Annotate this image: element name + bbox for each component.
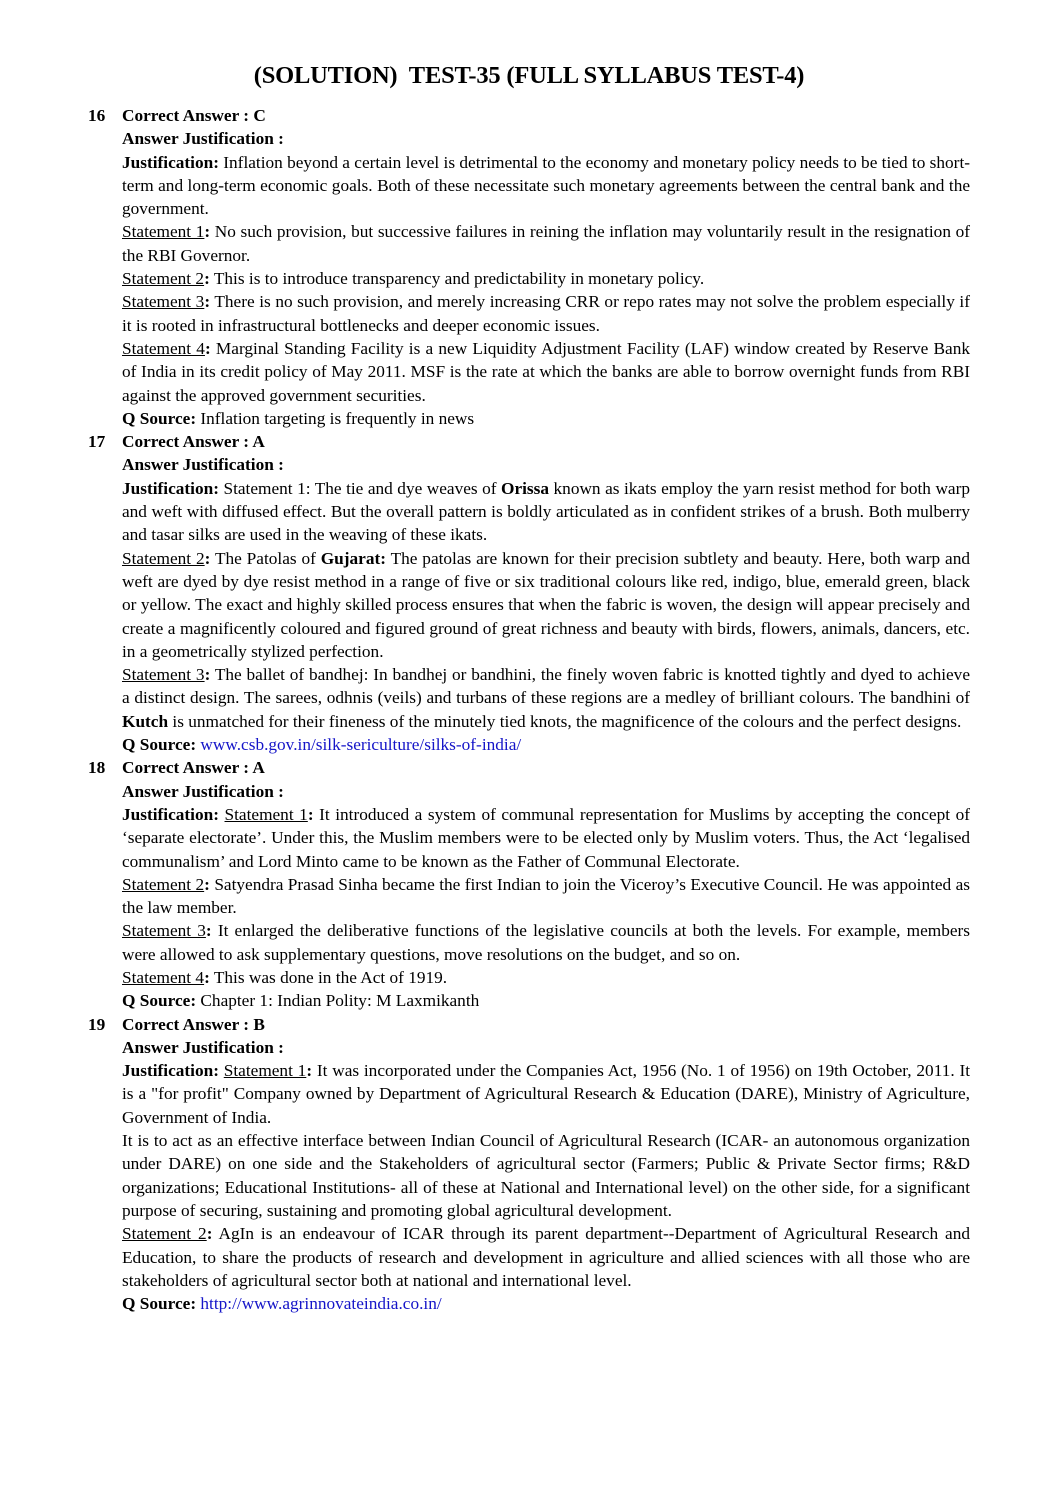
justification-label: Justification: [122,804,219,824]
correct-answer-line [88,1013,970,1036]
statement-2: Statement 2: The Patolas of Gujarat: The patolas are known for their precision subtlety and beauty. Here, both warp and weft are dyed by dye resist method in a range of five or six traditional colours like red, indigo, blue, emerald green, black or yellow. The exact and highly skilled process ensures that when the fabric is woven, the design will appear precisely and create a magnificently coloured and figured ground of great richness and beauty with birds, flowers, animals, dancers, etc. in a geometrically stylized perfection. [122,548,970,661]
statement-label: Statement 3 [122,292,205,312]
page-title: (SOLUTION) TEST-35 (FULL SYLLABUS TEST-4) [253,62,805,89]
justification-paragraph [122,151,970,221]
question-16 [88,104,970,430]
q-source-link[interactable]: http://www.agrinnovateindia.co.in/ [200,1294,442,1314]
question-number: 19 [88,1014,106,1034]
statement-text: is unmatched for their fineness of the minutely tied knots, the magnificence of the colours and the perfect designs. [168,711,962,731]
statement-label: Statement 1 [224,804,308,824]
statement-text: Satyendra Prasad Sinha became the first Indian to join the Viceroy’s Executive Council. He was appointed as the law member. [122,874,970,918]
q-source-link[interactable]: www.csb.gov.in/silk-sericulture/silks-of-india/ [200,735,522,755]
q-source-label: Q Source: [122,991,197,1011]
statement-4: Statement 4: This was done in the Act of 1919. [122,967,448,987]
q-source [122,1292,970,1315]
correct-answer-label: Correct Answer : [122,1014,254,1034]
question-18 [88,756,970,1012]
question-number: 16 [88,106,106,125]
justification-text: Statement 1: The tie and dye weaves of [218,478,502,498]
q-source [122,733,970,756]
justification-label: Justification: [122,152,219,172]
statement-label: Statement 4 [122,338,205,358]
statement-text: The patolas are known for their precision subtlety and beauty. Here, both warp and weft are dyed by dye resist method in a range of five or six traditional colours like red, indigo, blue, emerald green, black or yellow. The exact and highly skilled process ensures that when the fabric is woven, the design will appear precisely and create a magnificently coloured and figured ground of great richness and beauty with birds, flowers, animals, dancers, etc. in a geometrically stylized perfection. [122,548,970,661]
statement-2: Statement 2: Satyendra Prasad Sinha became the first Indian to join the Viceroy’s Executive Council. He was appointed as the law member. [122,874,970,918]
region-gujarat: Gujarat: [320,548,387,568]
statement-3: Statement 3: It enlarged the deliberative functions of the legislative councils at both the levels. For example, members were allowed to ask supplementary questions, move resolutions on the budget, and so on. [122,921,970,964]
statement-label: Statement 1 [122,222,205,242]
statement-2: Statement 2: AgIn is an endeavour of ICAR through its parent department--Department of Agricultural Research and Education, to share the products of research and development in agriculture and allied sciences with all those who are stakeholders of agricultural sector both at national and international level. [122,1224,970,1290]
justification-text: known as ikats employ the yarn resist method for both warp and weft with diffused effect. But the overall pattern is boldly articulated as in confident strikes of a brush. Both mulberry and tasar silks are used in the weaving of these ikats. [122,478,970,545]
correct-answer-value: C [253,106,266,125]
region-kutch: Kutch [122,711,169,731]
justification-paragraph [122,477,970,547]
statement-text: It enlarged the deliberative functions of the legislative councils at both the levels. For example, members were allowed to ask supplementary questions, move resolutions on the budget, and so on. [122,921,970,964]
justification-paragraph: Justification: Statement 1: It was incorporated under the Companies Act, 1956 (No. 1 of 1956) on 19th October, 2011. It is a "for profit" Company owned by Department of Agricultural Research & Education (DARE), Ministry of Agriculture, Government of India. [122,1061,970,1127]
answer-justification-heading: Answer Justification : [122,781,284,801]
answer-justification-heading: Answer Justification : [122,1037,284,1057]
correct-answer-value: A [252,758,265,778]
statement-label: Statement 2 [122,874,205,894]
document-body [88,104,970,1315]
statement-label: Statement 4 [122,967,205,987]
statement-text: This was done in the Act of 1919. [209,967,448,987]
q-source [122,989,970,1012]
correct-answer-label: Correct Answer : [122,758,253,778]
justification-label: Justification: [122,478,219,498]
question-number: 17 [88,432,106,452]
q-source-text: Inflation targeting is frequently in news [196,408,475,428]
statement-text: The ballet of bandhej: In bandhej or bandhini, the finely woven fabric is knotted tightly and dyed to achieve a distinct design. The sarees, odhnis (veils) and turbans of these regions are a medley of brilliant colours. The bandhini of [122,665,970,708]
statement-label: Statement 2 [122,1224,207,1244]
correct-answer-value: B [253,1014,265,1034]
region-orissa: Orissa [501,478,550,498]
correct-answer-line [88,104,970,127]
statement-3: Statement 3: There is no such provision, and merely increasing CRR or repo rates may not solve the problem especially if it is rooted in infrastructural bottlenecks and deeper economic issues. [122,292,970,335]
q-source-label: Q Source: [122,408,197,428]
question-number: 18 [88,758,106,778]
correct-answer-label: Correct Answer : [122,432,253,452]
statement-label: Statement 3 [122,921,206,941]
correct-answer-line [88,430,970,453]
answer-justification-heading: Answer Justification : [122,129,284,149]
question-17 [88,430,970,756]
statement-text: It introduced a system of communal representation for Muslims by accepting the concept of ‘separate electorate’. Under this, the Muslim members were to be elected only by Muslim voters. Thus, the Act ‘legalised communalism’ and Lord Minto came to be known as the Father of Communal Electorate. [122,804,970,871]
answer-justification-heading: Answer Justification : [122,455,284,475]
statement-text: There is no such provision, and merely increasing CRR or repo rates may not solve the problem especially if it is rooted in infrastructural bottlenecks and deeper economic issues. [122,292,970,335]
statement-label: Statement 2 [122,548,205,568]
statement-label: Statement 2 [122,269,205,289]
q-source [122,407,970,430]
statement-text: This is to introduce transparency and predictability in monetary policy. [209,269,705,289]
statement-4: Statement 4: Marginal Standing Facility is a new Liquidity Adjustment Facility (LAF) window created by Reserve Bank of India in its credit policy of May 2011. MSF is the rate at which the banks are able to borrow overnight funds from RBI against the approved government securities. [122,338,970,405]
correct-answer-value: A [252,432,265,452]
statement-text: It was incorporated under the Companies Act, 1956 (No. 1 of 1956) on 19th October, 2011. It is a "for profit" Company owned by Department of Agricultural Research & Education (DARE), Ministry of Agriculture, Government of India. [122,1061,970,1127]
statement-text: AgIn is an endeavour of ICAR through its parent department--Department of Agricultural Research and Education, to share the products of research and development in agriculture and allied sciences with all those who are stakeholders of agricultural sector both at national and international level. [122,1224,970,1290]
statement-label: Statement 3 [122,665,205,685]
q-source-text: Chapter 1: Indian Polity: M Laxmikanth [196,991,480,1011]
statement-label: Statement 1 [223,1061,307,1081]
statement-text: Marginal Standing Facility is a new Liquidity Adjustment Facility (LAF) window created by Reserve Bank of India in its credit policy of May 2011. MSF is the rate at which the banks are able to borrow overnight funds from RBI against the approved government securities. [122,338,970,405]
question-19 [88,1013,970,1316]
justification-paragraph: Justification: Statement 1: It introduced a system of communal representation for Muslims by accepting the concept of ‘separate electorate’. Under this, the Muslim members were to be elected only by Muslim voters. Thus, the Act ‘legalised communalism’ and Lord Minto came to be known as the Father of Communal Electorate. [122,804,970,871]
statement-text: No such provision, but successive failures in reining the inflation may voluntarily result in the resignation of the RBI Governor. [122,222,970,265]
extra-paragraph: It is to act as an effective interface between Indian Council of Agricultural Research (ICAR- an autonomous organization under DARE) on one side and the Stakeholders of agricultural sector (Farmers; Public & Private Sector firms; R&D organizations; Educational Institutions- all of these at National and International level) on the other side, for a significant purpose of securing, sustaining and promoting global agricultural development. [122,1131,970,1220]
correct-answer-line [88,756,970,779]
q-source-label: Q Source: [122,1294,197,1314]
statement-2: Statement 2: This is to introduce transparency and predictability in monetary policy. [122,269,705,289]
q-source-label: Q Source: [122,735,197,755]
statement-text: The Patolas of [210,548,321,568]
correct-answer-label: Correct Answer : [122,106,254,125]
statement-1: Statement 1: No such provision, but successive failures in reining the inflation may voluntarily result in the resignation of the RBI Governor. [122,222,970,265]
statement-3: Statement 3: The ballet of bandhej: In bandhej or bandhini, the finely woven fabric is knotted tightly and dyed to achieve a distinct design. The sarees, odhnis (veils) and turbans of these regions are a medley of brilliant colours. The bandhini of Kutch is unmatched for their fineness of the minutely tied knots, the magnificence of the colours and the perfect designs. [122,665,970,731]
justification-text: Inflation beyond a certain level is detrimental to the economy and monetary policy needs to be tied to short-term and long-term economic goals. Both of these necessitate such monetary agreements between the central bank and the government. [122,152,970,219]
justification-label: Justification: [122,1061,219,1081]
